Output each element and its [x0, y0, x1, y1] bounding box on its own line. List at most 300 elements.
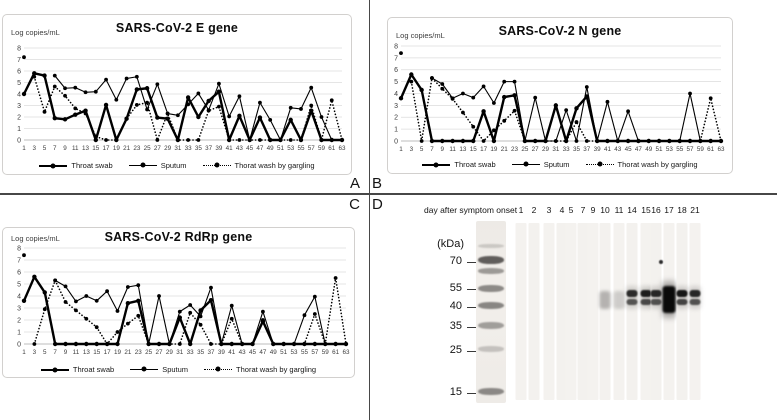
- protein-band-lower: [651, 299, 662, 305]
- data-point: [22, 299, 26, 303]
- data-point: [74, 342, 78, 346]
- y-tick-label: 8: [17, 245, 21, 253]
- data-point: [271, 342, 275, 346]
- data-point: [43, 307, 47, 311]
- data-point: [178, 342, 182, 346]
- ladder-band: [478, 268, 504, 274]
- data-point: [299, 138, 303, 142]
- legend-label: Sputum: [543, 160, 570, 169]
- x-tick-label: 51: [280, 349, 288, 356]
- y-tick-label: 7: [394, 55, 398, 63]
- data-point: [157, 294, 161, 298]
- x-tick-label: 63: [717, 146, 725, 153]
- data-point: [616, 139, 620, 143]
- legend-label: Sputum: [162, 365, 189, 374]
- data-point: [523, 139, 527, 143]
- data-point: [237, 114, 241, 118]
- blot-lane-label: 3: [546, 205, 552, 215]
- x-tick-label: 27: [153, 145, 161, 152]
- data-point: [268, 118, 272, 122]
- molecular-weight-label: 70: [449, 255, 462, 267]
- blot-lane-label: 9: [590, 205, 596, 215]
- x-tick-label: 13: [459, 146, 467, 153]
- data-point: [186, 102, 190, 106]
- data-point: [320, 115, 324, 119]
- data-point: [116, 330, 120, 334]
- x-tick-label: 47: [259, 349, 267, 356]
- nonspecific-dot: [659, 260, 663, 264]
- data-point: [258, 138, 262, 142]
- data-point: [116, 309, 120, 313]
- data-point: [289, 106, 293, 110]
- legend-line-swatch: [512, 164, 540, 165]
- x-tick-label: 35: [194, 145, 202, 152]
- data-point: [344, 342, 348, 346]
- data-point: [32, 75, 36, 79]
- data-point: [268, 138, 272, 142]
- x-tick-label: 49: [645, 146, 653, 153]
- x-tick-label: 59: [696, 146, 704, 153]
- legend-line-swatch: [129, 165, 157, 166]
- x-tick-label: 39: [593, 146, 601, 153]
- vertical-divider: [369, 0, 371, 420]
- data-point: [53, 116, 57, 120]
- legend-label: Thorat wash by gargling: [236, 365, 317, 374]
- data-point: [145, 101, 149, 105]
- data-point: [440, 139, 444, 143]
- y-tick-label: 2: [394, 114, 398, 122]
- data-point: [667, 139, 671, 143]
- data-point: [585, 85, 589, 89]
- data-point: [196, 92, 200, 96]
- blot-lane-label: 1: [518, 205, 524, 215]
- x-tick-label: 21: [124, 349, 132, 356]
- data-point: [688, 139, 692, 143]
- data-point: [209, 286, 213, 290]
- data-point: [74, 300, 78, 304]
- legend-line-swatch: [586, 164, 614, 165]
- data-point: [95, 342, 99, 346]
- data-point: [637, 139, 641, 143]
- x-tick-label: 41: [225, 145, 233, 152]
- data-point: [32, 275, 36, 279]
- x-tick-label: 53: [287, 145, 295, 152]
- data-point: [409, 80, 413, 84]
- y-tick-label: 0: [394, 138, 398, 146]
- blot-lane: [529, 223, 540, 400]
- legend-item-throat-swab: [422, 160, 495, 169]
- data-point: [104, 103, 108, 107]
- data-point: [136, 283, 140, 287]
- data-point: [440, 82, 444, 86]
- data-point: [126, 322, 130, 326]
- data-point: [240, 342, 244, 346]
- legend-label: Sputum: [160, 161, 187, 170]
- x-tick-label: 19: [490, 146, 498, 153]
- data-point: [104, 138, 108, 142]
- legend-line-swatch: [204, 369, 232, 370]
- ladder-lane: [476, 221, 506, 403]
- data-point: [709, 139, 713, 143]
- data-point: [585, 139, 589, 143]
- y-tick-label: 2: [17, 114, 21, 122]
- panel-label-b: B: [372, 175, 383, 192]
- blot-lane-label: 15: [641, 205, 651, 215]
- legend-label: Throat swab: [454, 160, 496, 169]
- x-tick-label: 33: [186, 349, 194, 356]
- x-tick-label: 3: [409, 146, 414, 153]
- data-point: [125, 117, 129, 121]
- data-point: [84, 90, 88, 94]
- y-tick-label: 5: [17, 79, 21, 87]
- x-tick-label: 57: [311, 349, 319, 356]
- molecular-weight-label: 55: [449, 282, 462, 294]
- data-point: [289, 118, 293, 122]
- y-tick-label: 4: [17, 293, 21, 301]
- protein-band-upper: [651, 290, 662, 297]
- x-tick-label: 53: [665, 146, 673, 153]
- data-point: [279, 138, 283, 142]
- data-point: [114, 98, 118, 102]
- legend-label: Thorat wash by gargling: [617, 160, 698, 169]
- data-point: [176, 113, 180, 117]
- data-point: [292, 342, 296, 346]
- legend-line-swatch: [422, 164, 450, 166]
- data-point: [575, 139, 579, 143]
- protein-band-lower: [677, 299, 688, 305]
- data-point: [481, 109, 485, 113]
- data-point: [63, 342, 67, 346]
- x-tick-label: 7: [430, 146, 434, 153]
- data-point: [719, 139, 723, 143]
- x-tick-label: 1: [22, 145, 26, 152]
- chart-e-gene: [2, 14, 352, 175]
- x-tick-label: 57: [307, 145, 315, 152]
- data-point: [512, 93, 516, 97]
- x-tick-label: 55: [300, 349, 308, 356]
- data-point: [330, 98, 334, 102]
- data-point: [147, 342, 151, 346]
- x-tick-label: 5: [419, 146, 424, 153]
- x-tick-label: 7: [53, 349, 57, 356]
- data-point: [258, 101, 262, 105]
- data-point: [303, 342, 307, 346]
- data-point: [73, 113, 77, 117]
- y-tick-label: 8: [394, 43, 398, 51]
- x-tick-label: 27: [155, 349, 163, 356]
- y-tick-label: 5: [394, 79, 398, 87]
- x-tick-label: 37: [205, 145, 213, 152]
- blot-lane: [690, 223, 701, 400]
- x-tick-label: 45: [246, 145, 254, 152]
- molecular-weight-label: 40: [449, 300, 462, 312]
- kda-unit-label: (kDa): [437, 238, 464, 250]
- data-point: [595, 139, 599, 143]
- data-point: [289, 138, 293, 142]
- x-tick-label: 23: [511, 146, 519, 153]
- data-point: [340, 138, 344, 142]
- x-tick-label: 19: [112, 145, 120, 152]
- data-point: [419, 88, 423, 92]
- data-point: [168, 342, 172, 346]
- protein-band-upper: [627, 290, 638, 297]
- blot-lane-label: 14: [627, 205, 637, 215]
- x-tick-label: 55: [676, 146, 684, 153]
- data-point: [188, 342, 192, 346]
- y-tick-label: 0: [17, 341, 21, 349]
- y-tick-label: 6: [17, 269, 21, 277]
- data-point: [155, 138, 159, 142]
- data-point: [22, 92, 26, 96]
- data-point: [564, 108, 568, 112]
- chart-title: SARS-CoV-2 N gene: [498, 24, 622, 38]
- x-tick-label: 29: [542, 146, 550, 153]
- data-point: [115, 342, 119, 346]
- x-tick-label: 53: [290, 349, 298, 356]
- data-point: [261, 318, 265, 322]
- data-point: [334, 342, 338, 346]
- x-tick-label: 37: [207, 349, 215, 356]
- x-tick-label: 59: [317, 145, 325, 152]
- data-point: [105, 342, 109, 346]
- x-tick-label: 31: [176, 349, 184, 356]
- data-point: [135, 87, 139, 91]
- data-point: [282, 342, 286, 346]
- blot-lane: [600, 223, 611, 400]
- data-point: [63, 94, 67, 98]
- blot-lane: [614, 223, 625, 400]
- blot-lane-label: 2: [531, 205, 537, 215]
- data-point: [420, 139, 424, 143]
- data-point: [42, 73, 46, 77]
- x-tick-label: 7: [53, 145, 57, 152]
- data-point: [186, 95, 190, 99]
- protein-band-smear: [600, 291, 611, 309]
- x-tick-label: 15: [93, 349, 101, 356]
- data-point: [471, 125, 475, 129]
- x-tick-label: 13: [82, 349, 90, 356]
- legend-item-throat-wash: [203, 161, 315, 170]
- legend-item-throat-swab: [39, 161, 112, 170]
- data-point: [207, 109, 211, 113]
- x-tick-label: 57: [686, 146, 694, 153]
- data-point: [94, 90, 98, 94]
- ladder-band: [478, 285, 504, 292]
- legend-item-throat-swab: [41, 365, 114, 374]
- y-tick-label: 6: [394, 67, 398, 75]
- data-point: [502, 80, 506, 84]
- data-point: [53, 85, 57, 89]
- data-point: [606, 100, 610, 104]
- blot-lane-label: 18: [677, 205, 687, 215]
- chart-legend: [3, 161, 351, 170]
- x-tick-label: 61: [328, 145, 336, 152]
- data-point: [126, 301, 130, 305]
- data-point: [199, 315, 203, 319]
- legend-item-sputum: [512, 160, 570, 169]
- legend-label: Throat swab: [72, 365, 115, 374]
- data-point: [533, 139, 537, 143]
- x-tick-label: 9: [63, 349, 68, 356]
- data-point: [155, 115, 159, 119]
- data-point: [323, 342, 327, 346]
- data-point: [186, 138, 190, 142]
- data-point: [399, 96, 403, 100]
- data-point: [84, 317, 88, 321]
- x-tick-label: 41: [228, 349, 236, 356]
- x-tick-label: 11: [72, 349, 80, 356]
- data-point: [219, 342, 223, 346]
- blot-lane: [651, 223, 662, 400]
- protein-band-smear: [614, 291, 625, 309]
- data-point: [135, 103, 139, 107]
- data-point: [22, 55, 26, 59]
- data-point: [606, 139, 610, 143]
- blot-lane-label: 5: [568, 205, 574, 215]
- x-tick-label: 25: [143, 145, 151, 152]
- series-line-thick: [24, 73, 342, 140]
- x-tick-label: 45: [249, 349, 257, 356]
- x-tick-label: 19: [113, 349, 121, 356]
- chart-title: SARS-CoV-2 RdRp gene: [104, 230, 253, 244]
- y-axis-label: Log copies/mL: [11, 28, 60, 37]
- data-point: [84, 342, 88, 346]
- y-tick-label: 6: [17, 68, 21, 76]
- y-axis-label: Log copies/mL: [11, 234, 60, 243]
- data-point: [238, 94, 242, 98]
- chart-legend: [3, 365, 354, 374]
- data-point: [313, 312, 317, 316]
- data-point: [409, 72, 413, 76]
- data-point: [125, 77, 129, 81]
- x-tick-label: 61: [332, 349, 340, 356]
- data-point: [196, 115, 200, 119]
- legend-item-sputum: [129, 161, 187, 170]
- data-point: [126, 285, 130, 289]
- panel-label-a: A: [349, 175, 360, 192]
- data-point: [94, 135, 98, 139]
- data-point: [248, 138, 252, 142]
- data-point: [230, 342, 234, 346]
- x-tick-label: 21: [123, 145, 131, 152]
- data-point: [492, 139, 496, 143]
- data-point: [513, 80, 517, 84]
- blot-lane-label: 10: [600, 205, 610, 215]
- y-tick-label: 2: [17, 317, 21, 325]
- molecular-weight-label: 35: [449, 320, 462, 332]
- x-tick-label: 31: [552, 146, 560, 153]
- data-point: [166, 112, 170, 116]
- data-point: [199, 323, 203, 327]
- x-tick-label: 43: [614, 146, 622, 153]
- data-point: [471, 96, 475, 100]
- y-tick-label: 3: [17, 305, 21, 313]
- data-point: [43, 290, 47, 294]
- data-point: [334, 276, 338, 280]
- data-point: [299, 107, 303, 111]
- y-axis-label: Log copies/mL: [396, 31, 445, 40]
- blot-lane-label: 17: [664, 205, 674, 215]
- x-tick-label: 35: [572, 146, 580, 153]
- x-tick-label: 29: [165, 349, 173, 356]
- legend-item-throat-wash: [204, 365, 316, 374]
- data-point: [574, 106, 578, 110]
- data-point: [626, 139, 630, 143]
- x-tick-label: 9: [440, 146, 445, 153]
- data-point: [53, 342, 57, 346]
- x-tick-label: 59: [321, 349, 329, 356]
- data-point: [157, 342, 161, 346]
- data-point: [533, 96, 537, 100]
- legend-line-swatch: [130, 369, 158, 370]
- data-point: [53, 279, 57, 283]
- data-point: [430, 139, 434, 143]
- y-tick-label: 7: [17, 56, 21, 64]
- data-point: [502, 95, 506, 99]
- x-tick-label: 39: [215, 145, 223, 152]
- data-point: [95, 325, 99, 329]
- data-point: [554, 139, 558, 143]
- data-point: [217, 82, 221, 86]
- data-point: [196, 138, 200, 142]
- western-blot-panel: [370, 195, 777, 420]
- x-tick-label: 15: [469, 146, 477, 153]
- x-tick-label: 55: [297, 145, 305, 152]
- data-point: [84, 294, 88, 298]
- x-tick-label: 21: [500, 146, 508, 153]
- data-point: [313, 295, 317, 299]
- x-tick-label: 11: [449, 146, 456, 153]
- chart-canvas: [3, 228, 354, 377]
- data-point: [502, 119, 506, 123]
- protein-band-blob: [663, 286, 676, 313]
- data-point: [430, 76, 434, 80]
- x-tick-label: 61: [707, 146, 715, 153]
- data-point: [698, 139, 702, 143]
- data-point: [136, 314, 140, 318]
- x-tick-label: 33: [184, 145, 192, 152]
- data-point: [188, 311, 192, 315]
- data-point: [399, 51, 403, 55]
- x-tick-label: 37: [583, 146, 591, 153]
- x-tick-label: 39: [217, 349, 225, 356]
- chart-rdrp-gene: [2, 227, 355, 378]
- data-point: [74, 309, 78, 313]
- data-point: [227, 115, 231, 119]
- blot-lane-label: 7: [580, 205, 586, 215]
- chart-canvas: [388, 18, 732, 173]
- protein-band-lower: [690, 299, 701, 305]
- data-point: [188, 303, 192, 307]
- data-point: [136, 299, 140, 303]
- blot-lane-label: 21: [690, 205, 700, 215]
- x-tick-label: 43: [235, 145, 243, 152]
- x-tick-label: 25: [145, 349, 153, 356]
- x-tick-label: 17: [480, 146, 488, 153]
- x-tick-label: 63: [342, 349, 350, 356]
- x-tick-label: 15: [92, 145, 100, 152]
- data-point: [482, 84, 486, 88]
- data-point: [461, 92, 465, 96]
- x-tick-label: 13: [82, 145, 90, 152]
- y-tick-label: 3: [394, 102, 398, 110]
- y-tick-label: 4: [394, 90, 398, 98]
- ladder-band: [478, 346, 504, 352]
- data-point: [53, 74, 57, 78]
- data-point: [94, 138, 98, 142]
- legend-item-throat-wash: [586, 160, 698, 169]
- ladder-band: [478, 244, 504, 248]
